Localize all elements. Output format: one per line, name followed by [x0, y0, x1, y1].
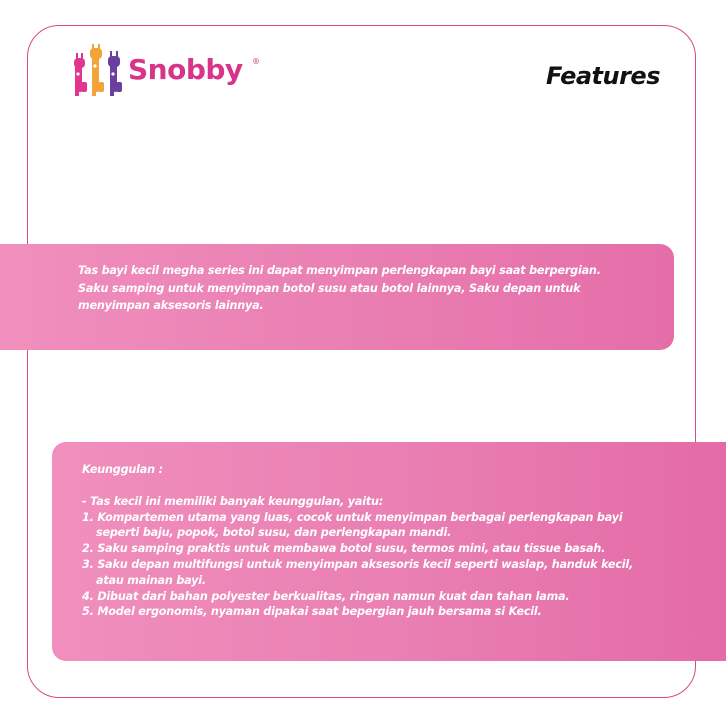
page-title: Features: [546, 62, 660, 90]
advantage-item-continuation: atau mainan bayi.: [96, 573, 206, 587]
advantage-item: 2. Saku samping praktis untuk membawa botol susu, termos mini, atau tissue basah.: [82, 542, 606, 556]
advantage-item: 3. Saku depan multifungsi untuk menyimpan aksesoris kecil seperti waslap, handuk kecil,: [82, 557, 634, 571]
advantages-heading: Keunggulan :: [82, 463, 163, 476]
snobby-logo: [72, 44, 262, 100]
description-line: Tas bayi kecil megha series ini dapat menyimpan perlengkapan bayi saat berpergian.: [78, 264, 601, 277]
advantage-item-continuation: seperti baju, popok, botol susu, dan perlengkapan mandi.: [96, 526, 452, 540]
advantage-item: 4. Dibuat dari bahan polyester berkualitas, ringan namun kuat dan tahan lama.: [82, 589, 570, 603]
advantage-item: 1. Kompartemen utama yang luas, cocok untuk menyimpan berbagai perlengkapan bayi: [82, 510, 623, 524]
advantages-text: [82, 462, 702, 620]
giraffe-logo-icon: [72, 44, 130, 100]
registered-mark: ®: [252, 57, 260, 66]
description-text: [78, 262, 648, 315]
description-line: Saku samping untuk menyimpan botol susu atau botol lainnya, Saku depan untuk: [78, 281, 581, 295]
advantage-item: 5. Model ergonomis, nyaman dipakai saat bepergian jauh bersama si Kecil.: [82, 605, 542, 619]
description-line: menyimpan aksesoris lainnya.: [78, 299, 264, 312]
advantages-intro: - Tas kecil ini memiliki banyak keunggulan, yaitu:: [82, 494, 384, 508]
brand-name: Snobby: [128, 53, 243, 86]
